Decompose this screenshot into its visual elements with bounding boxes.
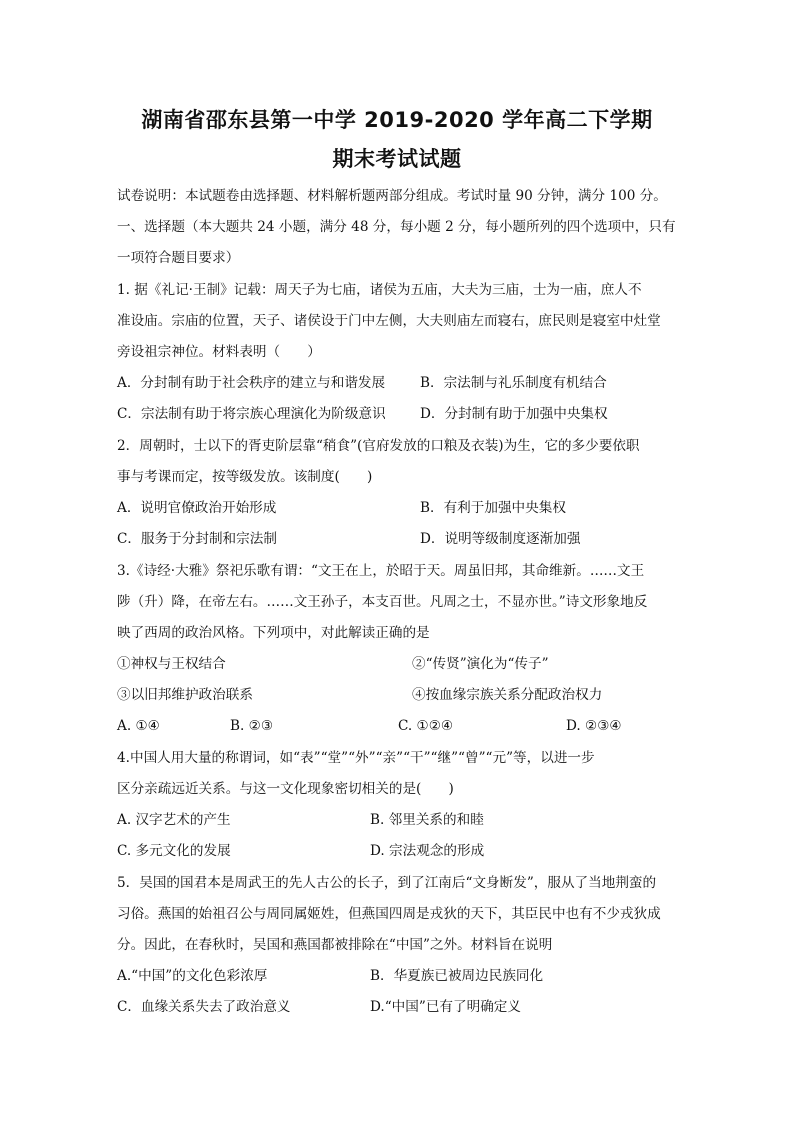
question-2-option-a: A．说明官僚政治开始形成 <box>117 500 277 516</box>
question-3-option-c: C. ①②④ <box>398 718 454 734</box>
question-4-option-a: A. 汉字艺术的产生 <box>117 812 231 828</box>
question-2-option-d: D．说明等级制度逐渐加强 <box>420 531 581 547</box>
question-3-option-d: D. ②③④ <box>566 718 622 734</box>
question-2-option-c: C．服务于分封制和宗法制 <box>117 531 277 547</box>
question-2-line: 2．周朝时，士以下的胥吏阶层靠“稍食”(官府发放的口粮及衣装)为生，它的多少要依职 <box>117 438 640 454</box>
question-3-statement-2: ②“传贤”演化为“传子” <box>412 656 549 672</box>
question-3-option-a: A. ①④ <box>117 718 160 734</box>
question-3-statement-1: ①神权与王权结合 <box>117 656 226 672</box>
question-1-line: 准设庙。宗庙的位置，天子、诸侯设于门中左侧，大夫则庙左而寝右，庶民则是寝室中灶堂 <box>117 313 661 329</box>
question-3-line: 3.《诗经·大雅》祭祀乐歌有谓：“文王在上，於昭于天。周虽旧邦，其命维新。……文王 <box>117 563 645 579</box>
question-1-option-c: C．宗法制有助于将宗族心理演化为阶级意识 <box>117 406 386 422</box>
question-4-line: 区分亲疏远近关系。与这一文化现象密切相关的是( ) <box>117 781 454 797</box>
question-3-statement-4: ④按血缘宗族关系分配政治权力 <box>412 687 603 703</box>
question-2-line: 事与考课而定，按等级发放。该制度( ) <box>117 469 373 485</box>
question-4-option-c: C. 多元文化的发展 <box>117 843 231 859</box>
exam-title-line2: 期末考试试题 <box>332 147 462 171</box>
question-3-statement-3: ③以旧邦维护政治联系 <box>117 687 253 703</box>
question-5-option-d: D.“中国”已有了明确定义 <box>370 999 521 1015</box>
exam-instructions: 试卷说明：本试题卷由选择题、材料解析题两部分组成。考试时量 90 分钟，满分 100 分。 <box>117 188 667 204</box>
exam-title-line1: 湖南省邵东县第一中学 2019-2020 学年高二下学期 <box>141 108 653 132</box>
question-1-option-d: D．分封制有助于加强中央集权 <box>420 406 608 422</box>
question-5-line: 分。因此，在春秋时，吴国和燕国都被排除在“中国”之外。材料旨在说明 <box>117 937 553 953</box>
question-3-option-b: B. ②③ <box>230 718 274 734</box>
question-4-option-d: D. 宗法观念的形成 <box>370 843 485 859</box>
question-3-line: 陟（升）降，在帝左右。……文王孙子，本支百世。凡周之士，不显亦世。”诗文形象地反 <box>117 594 648 610</box>
question-5-line: 5．吴国的国君本是周武王的先人古公的长子，到了江南后“文身断发”，服从了当地荆蛮的 <box>117 875 657 891</box>
question-1-option-b: B．宗法制与礼乐制度有机结合 <box>420 375 607 391</box>
question-1-line: 1. 据《礼记·王制》记载：周天子为七庙，诸侯为五庙，大夫为三庙，士为一庙，庶人不 <box>117 282 642 298</box>
question-4-option-b: B. 邻里关系的和睦 <box>370 812 484 828</box>
section-heading-cont: 一项符合题目要求） <box>117 250 240 266</box>
section-heading: 一、选择题（本大题共 24 小题，满分 48 分，每小题 2 分，每小题所列的四个选项中，只有 <box>117 219 676 235</box>
question-1-line: 旁设祖宗神位。材料表明（ ） <box>117 344 321 360</box>
question-3-line: 映了西周的政治风格。下列项中，对此解读正确的是 <box>117 625 430 641</box>
question-5-option-b: B．华夏族已被周边民族同化 <box>370 968 544 984</box>
question-2-option-b: B．有利于加强中央集权 <box>420 500 566 516</box>
question-5-option-c: C．血缘关系失去了政治意义 <box>117 999 291 1015</box>
question-1-option-a: A．分封制有助于社会秩序的建立与和谐发展 <box>117 375 386 391</box>
question-4-line: 4.中国人用大量的称谓词，如“表”“堂”“外”“亲”“干”“继”“曾”“元”等，以进一步 <box>117 750 595 766</box>
question-5-line: 习俗。燕国的始祖召公与周同属姬姓，但燕国四周是戎狄的天下，其臣民中也有不少戎狄成 <box>117 906 661 922</box>
question-5-option-a: A.“中国”的文化色彩浓厚 <box>117 968 268 984</box>
